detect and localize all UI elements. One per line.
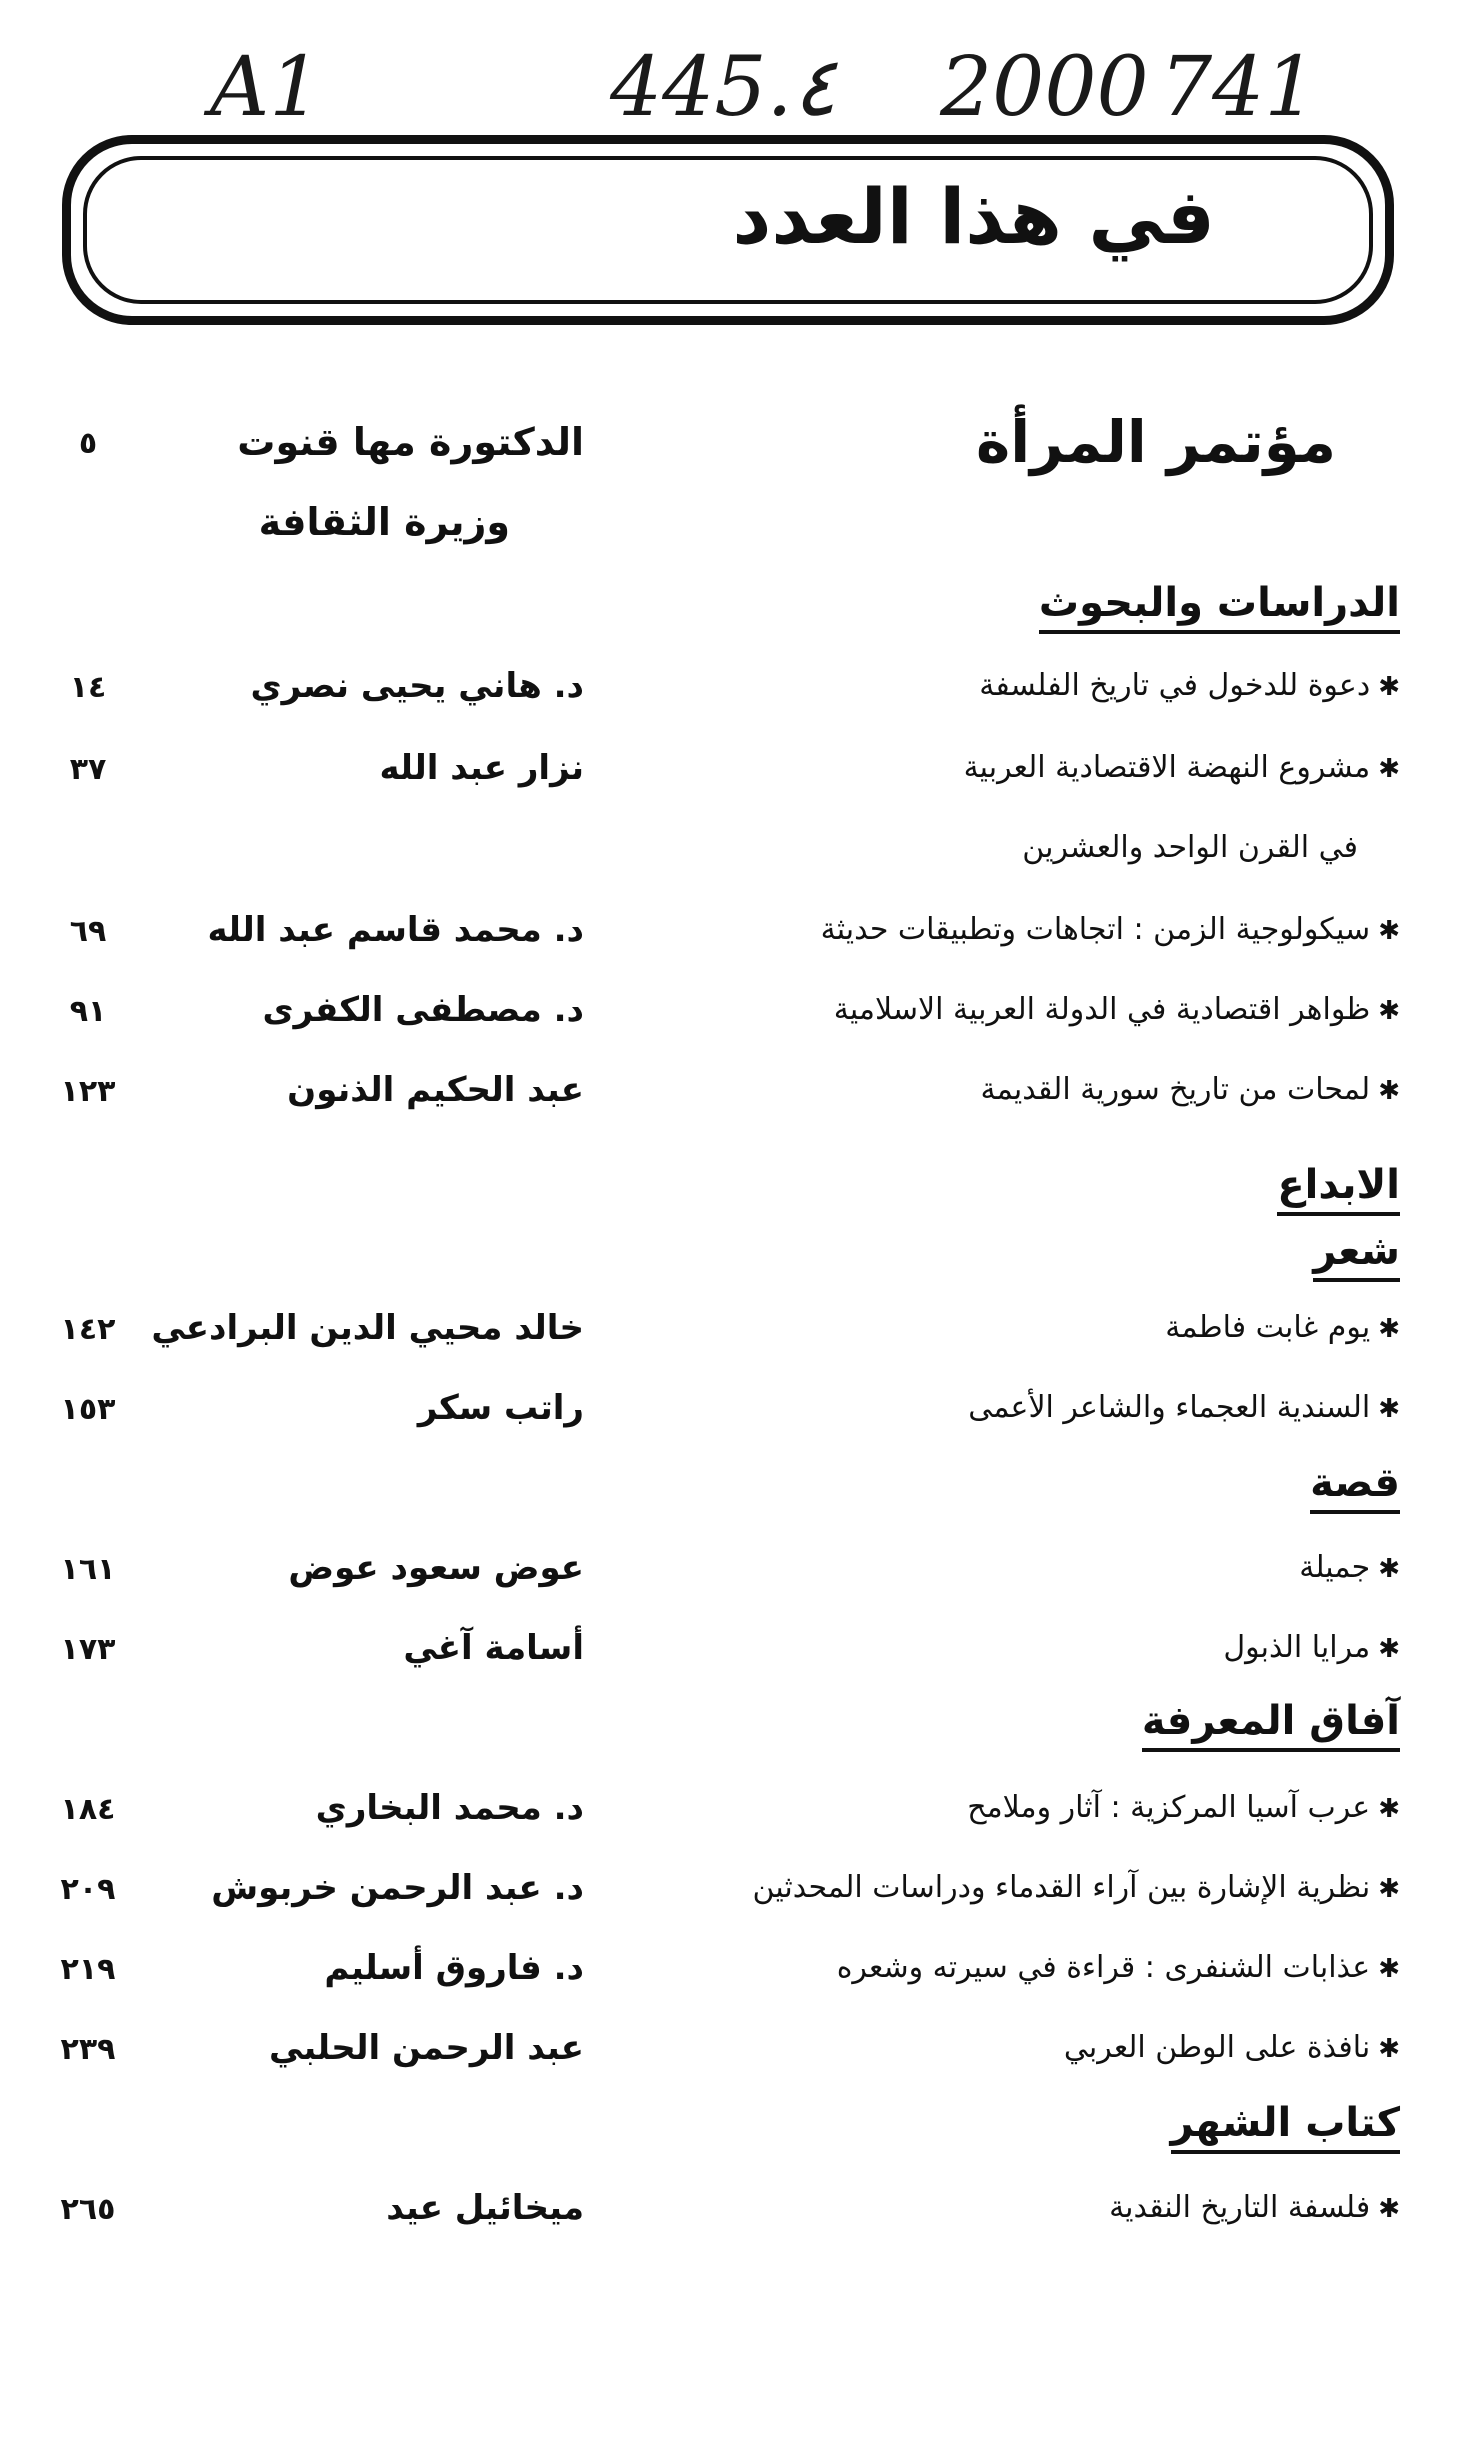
conference-author-role: وزيرة الثقافة	[258, 500, 510, 544]
toc-entry-author: د. هاني يحيى نصري	[250, 666, 584, 706]
handwritten-classification: 445.٤	[610, 40, 837, 135]
toc-entry-author: عبد الرحمن الحلبي	[269, 2028, 584, 2068]
conference-title: مؤتمر المرأة	[976, 408, 1336, 476]
toc-entry-title-continuation: في القرن الواحد والعشرين	[1022, 830, 1358, 865]
toc-entry-author: راتب سكر	[417, 1388, 584, 1428]
toc-entry-page: ١٤	[69, 670, 107, 705]
toc-entry-page: ١٥٣	[60, 1392, 116, 1427]
toc-entry-title: ✱نظرية الإشارة بين آراء القدماء ودراسات المحدثين	[752, 1870, 1400, 1905]
toc-entry-page: ٢٠٩	[60, 1872, 116, 1907]
toc-entry-title: ✱عذابات الشنفرى : قراءة في سيرته وشعره	[836, 1950, 1400, 1985]
toc-entry-author: د. محمد البخاري	[315, 1788, 584, 1828]
section-heading-knowledge: آفاق المعرفة	[1142, 1698, 1400, 1752]
toc-entry-author: عوض سعود عوض	[288, 1548, 584, 1588]
toc-entry-title: ✱مرايا الذبول	[1223, 1630, 1400, 1665]
toc-entry-author: نزار عبد الله	[379, 748, 584, 788]
toc-entry-author: خالد محيي الدين البرادعي	[151, 1308, 584, 1348]
toc-entry-title: ✱سيكولوجية الزمن : اتجاهات وتطبيقات حديثة	[820, 912, 1400, 947]
subsection-heading-story: قصة	[1310, 1460, 1400, 1514]
toc-entry-title: ✱ظواهر اقتصادية في الدولة العربية الاسلامية	[833, 992, 1400, 1027]
toc-entry-page: ٦٩	[69, 914, 107, 949]
conference-author: الدكتورة مها قنوت	[237, 420, 584, 464]
toc-entry-page: ١٦١	[60, 1552, 116, 1587]
toc-entry-page: ١٨٤	[60, 1792, 116, 1827]
toc-entry-page: ١٤٢	[60, 1312, 116, 1347]
toc-entry-page: ١٧٣	[60, 1632, 116, 1667]
toc-entry-author: د. فاروق أسليم	[324, 1948, 584, 1988]
handwritten-number: 741	[1160, 40, 1317, 135]
toc-entry-title: ✱مشروع النهضة الاقتصادية العربية	[963, 750, 1400, 785]
toc-entry-title: ✱يوم غابت فاطمة	[1165, 1310, 1400, 1345]
handwritten-code: A1	[210, 40, 322, 135]
toc-entry-author: ميخائيل عيد	[386, 2188, 584, 2228]
conference-page: ٥	[78, 426, 98, 461]
title-frame	[62, 135, 1394, 325]
toc-entry-title: ✱جميلة	[1299, 1550, 1400, 1585]
toc-entry-title: ✱لمحات من تاريخ سورية القديمة	[980, 1072, 1400, 1107]
toc-entry-author: د. مصطفى الكفرى	[262, 990, 584, 1030]
toc-entry-title: ✱عرب آسيا المركزية : آثار وملامح	[967, 1790, 1400, 1825]
subsection-heading-poetry: شعر	[1313, 1228, 1400, 1282]
toc-entry-page: ٩١	[69, 994, 107, 1029]
section-heading-creativity: الابداع	[1277, 1162, 1400, 1216]
toc-entry-title: ✱نافذة على الوطن العربي	[1063, 2030, 1400, 2065]
toc-entry-page: ٣٧	[69, 752, 107, 787]
toc-entry-page: ٢٣٩	[60, 2032, 116, 2067]
toc-entry-page: ٢٦٥	[60, 2192, 116, 2227]
toc-entry-page: ١٢٣	[60, 1074, 116, 1109]
handwritten-year: 2000	[940, 40, 1149, 135]
toc-entry-author: أسامة آغي	[403, 1628, 584, 1668]
page-title: في هذا العدد	[732, 172, 1215, 261]
toc-entry-author: د. عبد الرحمن خربوش	[211, 1868, 584, 1908]
toc-entry-author: د. محمد قاسم عبد الله	[207, 910, 584, 950]
toc-entry-title: ✱فلسفة التاريخ النقدية	[1109, 2190, 1400, 2225]
section-heading-book: كتاب الشهر	[1171, 2100, 1400, 2154]
toc-entry-author: عبد الحكيم الذنون	[287, 1070, 584, 1110]
toc-entry-title: ✱السندية العجماء والشاعر الأعمى	[968, 1390, 1400, 1425]
section-heading-studies: الدراسات والبحوث	[1039, 580, 1400, 634]
toc-entry-title: ✱دعوة للدخول في تاريخ الفلسفة	[979, 668, 1400, 703]
toc-entry-page: ٢١٩	[60, 1952, 116, 1987]
handwritten-annotation	[0, 20, 1470, 150]
